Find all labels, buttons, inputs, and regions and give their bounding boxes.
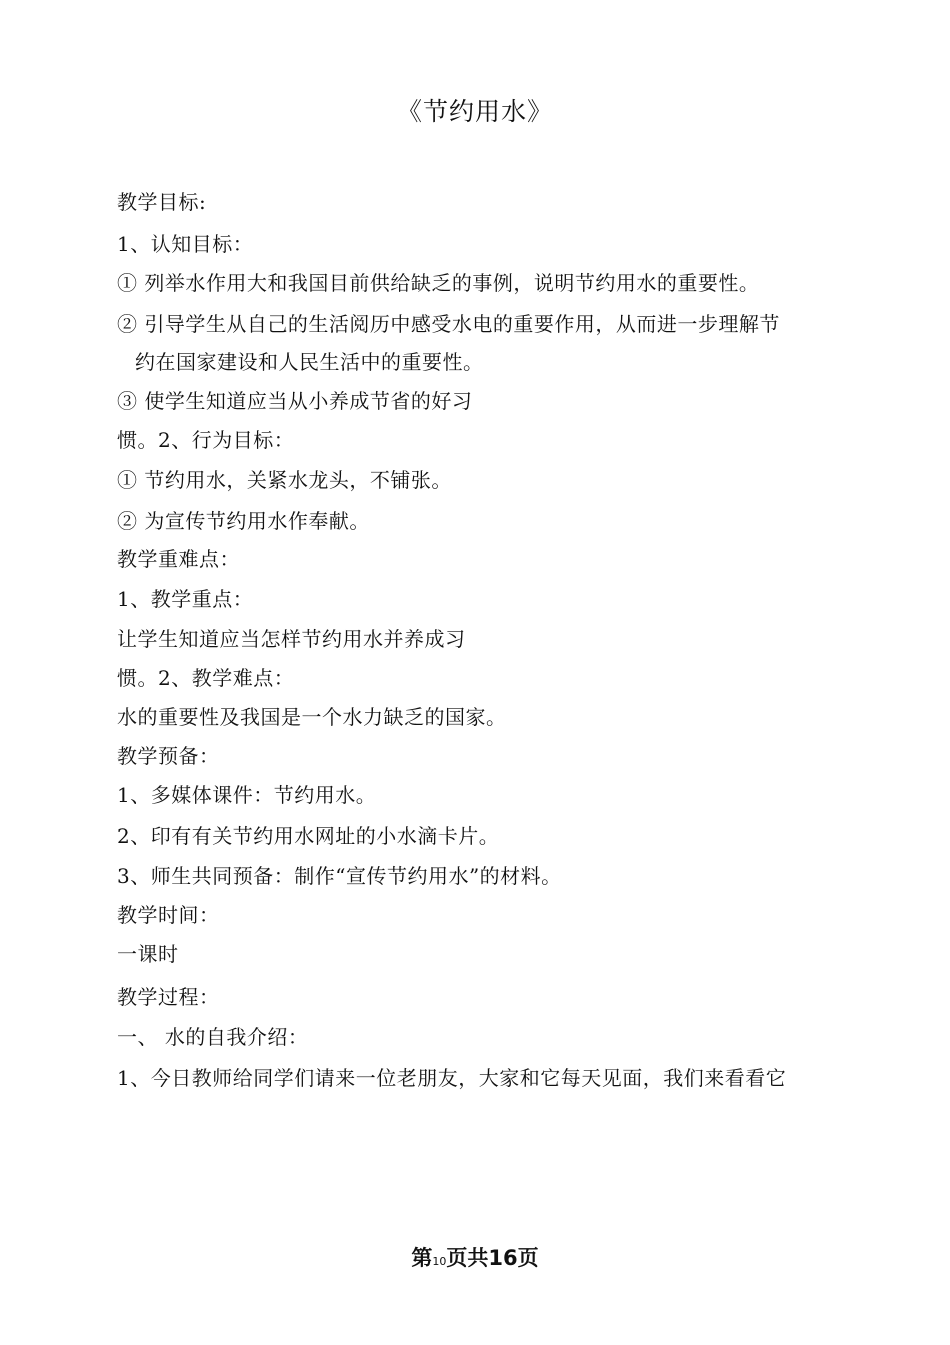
text-line: 让学生知道应当怎样节约用水并养成习: [117, 627, 466, 651]
current-page-number: 10: [432, 1255, 447, 1268]
text-line: 1、今日教师给同学们请来一位老朋友，大家和它每天见面，我们来看看它: [117, 1066, 787, 1090]
heading-process: 教学过程：: [117, 985, 220, 1009]
footer-suffix: 页: [517, 1246, 539, 1270]
heading-preparation: 教学预备：: [117, 744, 220, 768]
total-page-count: 16: [488, 1246, 518, 1270]
text-line: ② 为宣传节约用水作奉献。: [117, 509, 370, 533]
text-line: 约在国家建设和人民生活中的重要性。: [135, 350, 484, 374]
footer-middle: 页共: [446, 1246, 489, 1270]
text-line: 1、认知目标：: [117, 232, 254, 256]
text-line: 3、师生共同预备：制作“宣传节约用水”的材料。: [117, 864, 562, 888]
text-line: ③ 使学生知道应当从小养成节省的好习: [117, 389, 473, 413]
heading-key-points: 教学重难点：: [117, 547, 240, 571]
heading-objectives: 教学目标:: [117, 190, 207, 214]
text-line: 水的重要性及我国是一个水力缺乏的国家。: [117, 705, 507, 729]
text-line: 1、教学重点：: [117, 587, 254, 611]
text-line: 1、多媒体课件：节约用水。: [117, 783, 377, 807]
text-line: ① 节约用水，关紧水龙头，不铺张。: [117, 468, 452, 492]
text-line: ② 引导学生从自己的生活阅历中感受水电的重要作用，从而进一步理解节: [117, 312, 780, 336]
text-line: ① 列举水作用大和我国目前供给缺乏的事例，说明节约用水的重要性。: [117, 271, 760, 295]
text-line: 一课时: [117, 942, 179, 966]
footer-prefix: 第: [411, 1246, 433, 1270]
page-footer: [0, 1242, 950, 1272]
document-title: 《节约用水》: [396, 97, 553, 126]
text-line: 一、 水的自我介绍：: [117, 1025, 309, 1049]
text-line: 惯。2、教学难点：: [117, 666, 295, 690]
heading-time: 教学时间：: [117, 903, 220, 927]
text-line: 惯。2、行为目标：: [117, 428, 295, 452]
text-line: 2、印有有关节约用水网址的小水滴卡片。: [117, 824, 500, 848]
